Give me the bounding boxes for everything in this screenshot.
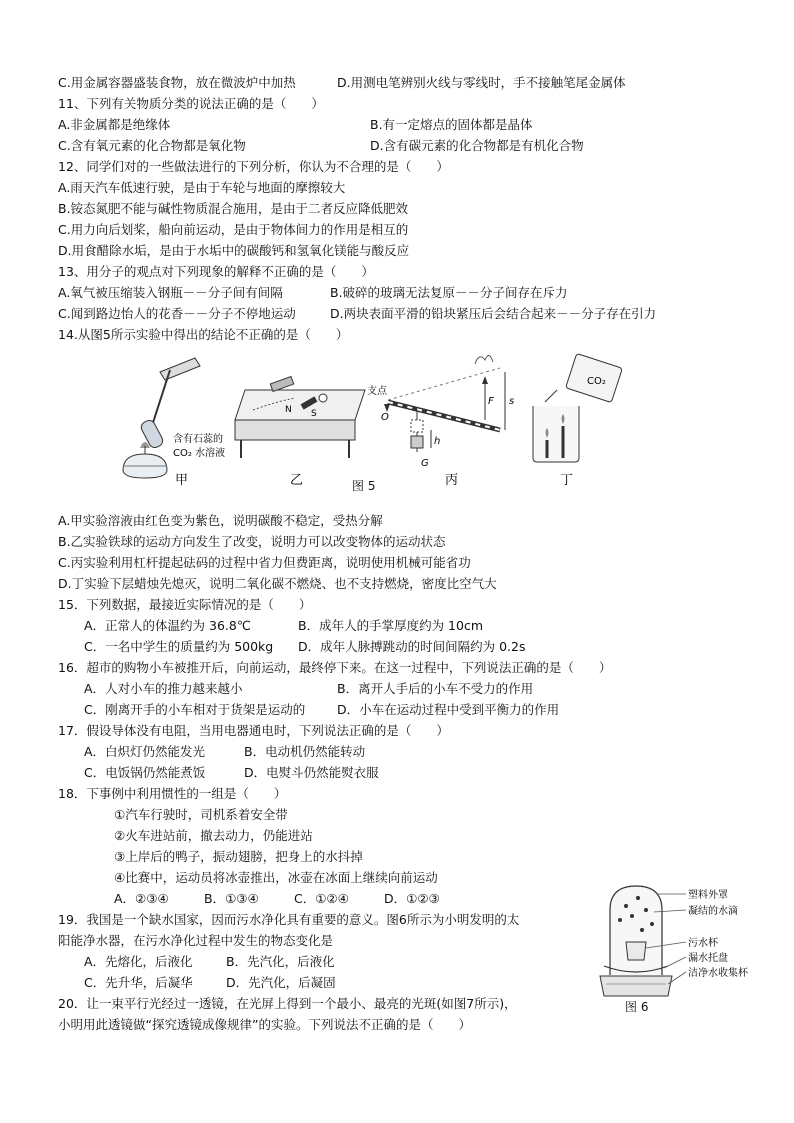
- q18-option-b: B．①③④: [204, 891, 259, 906]
- q12-option-b: B.铵态氮肥不能与碱性物质混合施用，是由于二者反应降低肥效: [58, 201, 409, 216]
- q19-option-a: A．先熔化，后液化: [84, 954, 193, 969]
- fig5-label-yi: 乙: [290, 473, 304, 488]
- q13-option-a: A.氧气被压缩装入钢瓶－－分子间有间隔: [58, 285, 283, 300]
- q11-stem: 11、下列有关物质分类的说法正确的是（ ）: [58, 96, 324, 111]
- q20-stem-line1: 20．让一束平行光经过一透镜，在光屏上得到一个最小、最亮的光斑(如图7所示)，: [58, 996, 517, 1011]
- q13-option-d: D.两块表面平滑的铅块紧压后会结合起来－－分子存在引力: [330, 306, 657, 321]
- q16-option-b: B．离开人手后的小车不受力的作用: [337, 681, 534, 696]
- q16-stem: 16．超市的购物小车被推开后，向前运动，最终停下来。在这一过程中，下列说法正确的是（ ）: [58, 660, 612, 675]
- q15-option-b: B．成年人的手掌厚度约为 10cm: [298, 618, 484, 633]
- q18-item-3: ③上岸后的鸭子，振动翅膀，把身上的水抖掉: [114, 849, 363, 864]
- q12-stem: 12、同学们对的一些做法进行的下列分析，你认为不合理的是（ ）: [58, 159, 449, 174]
- fig5-ding-co2: CO₂: [587, 376, 606, 387]
- fig5-bing-h: h: [434, 436, 441, 447]
- q11-option-c: C.含有氧元素的化合物都是氧化物: [58, 138, 246, 153]
- q17-option-c: C．电饭锅仍然能煮饭: [84, 765, 206, 780]
- q18-item-4: ④比赛中，运动员将冰壶推出，冰壶在冰面上继续向前运动: [114, 870, 438, 885]
- fig5-bing-apparatus: [384, 355, 505, 452]
- fig5-label-jia: 甲: [175, 473, 189, 488]
- q17-option-a: A．白炽灯仍然能发光: [84, 744, 206, 759]
- fig5-yi-apparatus: [235, 376, 365, 458]
- q17-option-b: B．电动机仍然能转动: [244, 744, 366, 759]
- q13-option-b: B.破碎的玻璃无法复原－－分子间存在斥力: [330, 285, 568, 300]
- fig5-label-ding: 丁: [560, 473, 574, 488]
- figure-6: [596, 880, 756, 1015]
- q19-stem-line1: 19．我国是一个缺水国家，因而污水净化具有重要的意义。图6所示为小明发明的太: [58, 912, 520, 927]
- q14-option-a: A.甲实验溶液由红色变为紫色，说明碳酸不稳定，受热分解: [58, 513, 383, 528]
- fig6-label-tray: 漏水托盘: [688, 953, 728, 964]
- q12-option-d: D.用食醋除水垢，是由于水垢中的碳酸钙和氢氧化镁能与酸反应: [58, 243, 410, 258]
- q19-option-b: B．先汽化，后液化: [226, 954, 335, 969]
- q12-option-c: C.用力向后划桨，船向前运动，是由于物体间力的作用是相互的: [58, 222, 409, 237]
- fig6-label-droplets: 凝结的水滴: [688, 906, 738, 917]
- q15-stem: 15．下列数据，最接近实际情况的是（ ）: [58, 597, 312, 612]
- fig5-jia-text2: CO₂ 水溶液: [173, 448, 226, 459]
- q10-option-d: D.用测电笔辨别火线与零线时，手不接触笔尾金属体: [337, 75, 626, 90]
- q18-item-2: ②火车进站前，撤去动力，仍能进站: [114, 828, 313, 843]
- q14-stem: 14.从图5所示实验中得出的结论不正确的是（ ）: [58, 327, 349, 342]
- fig5-caption: 图 5: [352, 479, 376, 493]
- q12-option-a: A.雨天汽车低速行驶，是由于车轮与地面的摩擦较大: [58, 180, 346, 195]
- fig6-label-dirty-cup: 污水杯: [688, 938, 718, 949]
- q17-option-d: D．电熨斗仍然能熨衣服: [244, 765, 379, 780]
- q20-stem-line2: 小明用此透镜做“探究透镜成像规律”的实验。下列说法不正确的是（ ）: [58, 1017, 471, 1032]
- fig6-label-cover: 塑料外罩: [688, 890, 728, 901]
- q15-option-c: C．一名中学生的质量约为 500kg: [84, 639, 274, 654]
- q10-option-c: C.用金属容器盛装食物，放在微波炉中加热: [58, 75, 296, 90]
- q13-stem: 13、用分子的观点对下列现象的解释不正确的是（ ）: [58, 264, 374, 279]
- q18-item-1: ①汽车行驶时，司机系着安全带: [114, 807, 288, 822]
- fig5-bing-o: O: [381, 412, 389, 423]
- q16-option-d: D．小车在运动过程中受到平衡力的作用: [337, 702, 560, 717]
- q14-option-c: C.丙实验利用杠杆提起砝码的过程中省力但费距离，说明使用机械可能省功: [58, 555, 471, 570]
- fig5-yi-s: S: [311, 409, 317, 419]
- q14-option-d: D.丁实验下层蜡烛先熄灭，说明二氧化碳不燃烧、也不支持燃烧，密度比空气大: [58, 576, 497, 591]
- q19-stem-line2: 阳能净水器，在污水净化过程中发生的物态变化是: [58, 933, 334, 948]
- q19-option-d: D．先汽化，后凝固: [226, 975, 336, 990]
- q18-option-c: C．①②④: [294, 891, 349, 906]
- q15-option-d: D．成年人脉搏跳动的时间间隔约为 0.2s: [298, 639, 526, 654]
- fig5-bing-fulcrum: 支点: [367, 386, 387, 397]
- q17-stem: 17．假设导体没有电阻，当用电器通电时，下列说法正确的是（ ）: [58, 723, 449, 738]
- q18-option-d: D．①②③: [384, 891, 440, 906]
- q11-option-a: A.非金属都是绝缘体: [58, 117, 171, 132]
- fig6-caption: 图 6: [625, 1000, 649, 1014]
- fig5-yi-n: N: [285, 405, 292, 415]
- fig6-purifier: [600, 886, 686, 996]
- q11-option-b: B.有一定熔点的固体都是晶体: [370, 117, 533, 132]
- fig6-label-collector: 洁净水收集杯: [688, 968, 748, 979]
- q18-stem: 18．下事例中利用惯性的一组是（ ）: [58, 786, 287, 801]
- fig5-bing-f: F: [488, 396, 494, 407]
- q16-option-c: C．刚离开手的小车相对于货架是运动的: [84, 702, 306, 717]
- q16-option-a: A．人对小车的推力越来越小: [84, 681, 243, 696]
- fig5-jia-apparatus: [123, 358, 200, 478]
- q15-option-a: A．正常人的体温约为 36.8℃: [84, 618, 251, 633]
- q13-option-c: C.闻到路边怡人的花香－－分子不停地运动: [58, 306, 296, 321]
- q19-option-c: C．先升华，后凝华: [84, 975, 193, 990]
- fig5-ding-apparatus: [533, 353, 622, 462]
- q11-option-d: D.含有碳元素的化合物都是有机化合物: [370, 138, 584, 153]
- fig5-jia-text1: 含有石蕊的: [173, 434, 223, 445]
- q14-option-b: B.乙实验铁球的运动方向发生了改变，说明力可以改变物体的运动状态: [58, 534, 446, 549]
- fig5-bing-s: s: [509, 396, 515, 407]
- fig5-label-bing: 丙: [445, 473, 459, 488]
- fig5-bing-g: G: [421, 458, 429, 469]
- figure-5: [105, 350, 665, 500]
- q18-option-a: A．②③④: [114, 891, 169, 906]
